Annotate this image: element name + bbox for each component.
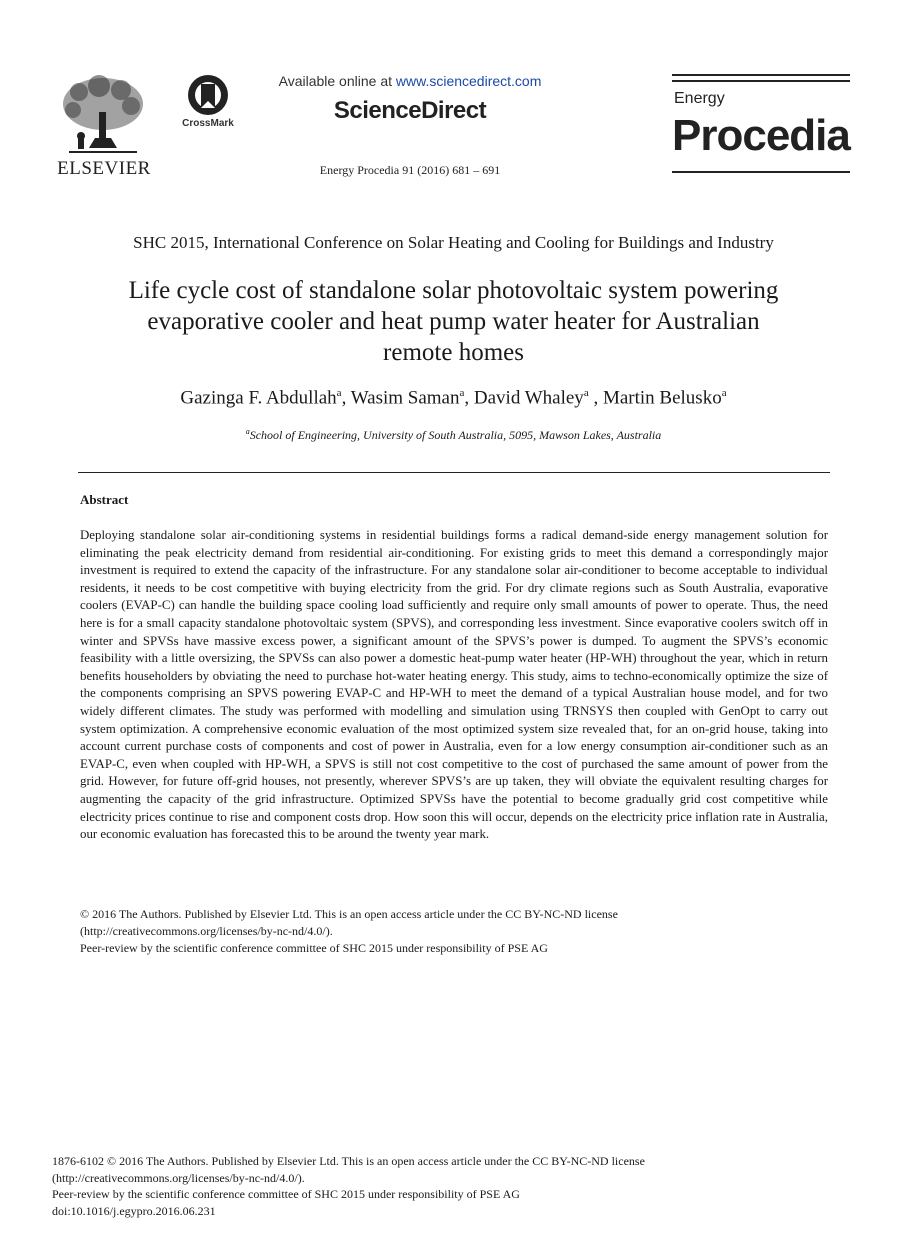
title-line: Life cycle cost of standalone solar photovoltaic system powering: [128, 277, 779, 304]
elsevier-wordmark: ELSEVIER: [57, 158, 151, 179]
author-separator: ,: [588, 387, 603, 409]
title-line: evaporative cooler and heat pump water heater for Australian: [147, 308, 760, 335]
author-name: Wasim Saman: [350, 387, 460, 409]
author-name: Martin Belusko: [602, 387, 722, 409]
crossmark-icon: [178, 74, 238, 118]
crossmark-label: CrossMark: [182, 118, 234, 129]
author-affil-mark: a: [336, 387, 342, 399]
journal-name-small: Energy: [674, 90, 725, 107]
affiliation-text: School of Engineering, University of South Australia, 5095, Mawson Lakes, Australia: [249, 428, 662, 442]
conference-name: SHC 2015, International Conference on Solar Heating and Cooling for Buildings and Industry: [133, 233, 774, 252]
page-footer: [52, 1153, 852, 1219]
section-divider: [78, 472, 830, 473]
elsevier-logo: [55, 74, 153, 178]
footer-license-url[interactable]: (http://creativecommons.org/licenses/by-nc-nd/4.0/).: [52, 1170, 305, 1185]
license-block: [80, 906, 828, 957]
available-prefix: Available online at: [278, 73, 396, 89]
affiliation: [40, 427, 867, 443]
sciencedirect-link[interactable]: www.sciencedirect.com: [395, 73, 542, 89]
author-separator: ,: [464, 387, 474, 409]
energy-procedia-logo: [672, 74, 852, 176]
title-line: remote homes: [383, 339, 524, 366]
footer-issn-line: 1876-6102 © 2016 The Authors. Published by Elsevier Ltd. This is an open access article under the CC BY-NC-ND license: [52, 1154, 645, 1168]
author-affil-mark: a: [459, 387, 465, 399]
logo-rule-top: [672, 74, 850, 76]
author-name: Gazinga F. Abdullah: [180, 387, 337, 409]
abstract-text: Deploying standalone solar air-conditioning systems in residential buildings forms a radical demand-side energy management solution for eliminating the peak electricity demand from residential air-conditioning. For existing grids to meet this demand a correspondingly major investment is required to extend the capacity of the infrastructure. For any standalone solar air-conditioner to become acceptable to individual residents, it needs to be cost competitive with buying electricity from the grid. For dry climate regions such as South Australia, evaporative coolers (EVAP-C) can handle the building space cooling load sufficiently and require only small amounts of power to operate. Thus, the need here is for a small capacity standalone photovoltaic system (SPVS), and corresponding less investment. Since evaporative coolers switch off in winter and SPVSs have massive excess power, a significant amount of the SPVS’s power is dumped. To augment the SPVS’s economic feasibility with a little oversizing, the SPVSs can also power a domestic heat-pump water heater (HP-WH) throughout the year, which in return benefits householders by obviating the need to purchase hot-water heating energy. This study, aims to techno-economically optimize the size of the components comprising an SPVS powering EVAP-C and HP-WH to meet the demand of a typical Australian house model, and for two widely different climates. The study was performed with modelling and simulation using TRNSYS then coupled with GenOpt to carry out system optimization. A comprehensive economic evaluation of the most optimized system size revealed that, for an on-grid house, taking into account current purchase costs of components and cost of power in Australia, even for a low energy consumption air-conditioner such as an EVAP-C, even when coupled with HP-WH, a SPVS is still not cost competitive to the cost of purchased the same amount of power from the grid. However, for future off-grid houses, not presently, wherever SPVS’s are up taken, they will obviate the equivalent resulting charges for augmenting the capacity of the grid infrastructure. Optimized SPVSs have the potential to become gradually grid cost competitive while electricity prices continue to rise and component costs drop. How soon this will occur, depends on the electricity price inflation rate in Australia, our economic evaluation has forecasted this to be around the twenty year mark.: [80, 528, 828, 842]
available-online: [240, 73, 580, 89]
author-list: [40, 387, 867, 409]
footer-doi[interactable]: doi:10.1016/j.egypro.2016.06.231: [52, 1203, 216, 1218]
abstract-heading: Abstract: [80, 492, 129, 507]
author-affil-mark: a: [721, 387, 727, 399]
author-affil-mark: a: [583, 387, 589, 399]
peer-review-line: Peer-review by the scientific conference committee of SHC 2015 under responsibility of PSE AG: [80, 941, 548, 955]
tree-icon: [59, 74, 147, 156]
author-name: David Whaley: [473, 387, 584, 409]
logo-rule-bottom: [672, 171, 850, 173]
journal-name-large: Procedia: [672, 111, 850, 160]
crossmark-logo[interactable]: [178, 74, 238, 132]
license-line: © 2016 The Authors. Published by Elsevier Ltd. This is an open access article under the CC BY-NC-ND license: [80, 907, 618, 921]
affiliation-mark: a: [245, 427, 250, 436]
journal-citation: Energy Procedia 91 (2016) 681 – 691: [319, 163, 501, 177]
paper-title: [70, 275, 837, 368]
sciencedirect-brand: ScienceDirect: [333, 97, 487, 124]
footer-peer-review: Peer-review by the scientific conference committee of SHC 2015 under responsibility of PSE AG: [52, 1187, 520, 1201]
author-separator: ,: [341, 387, 351, 409]
license-url[interactable]: (http://creativecommons.org/licenses/by-nc-nd/4.0/).: [80, 924, 333, 938]
logo-rule-top-2: [672, 80, 850, 82]
